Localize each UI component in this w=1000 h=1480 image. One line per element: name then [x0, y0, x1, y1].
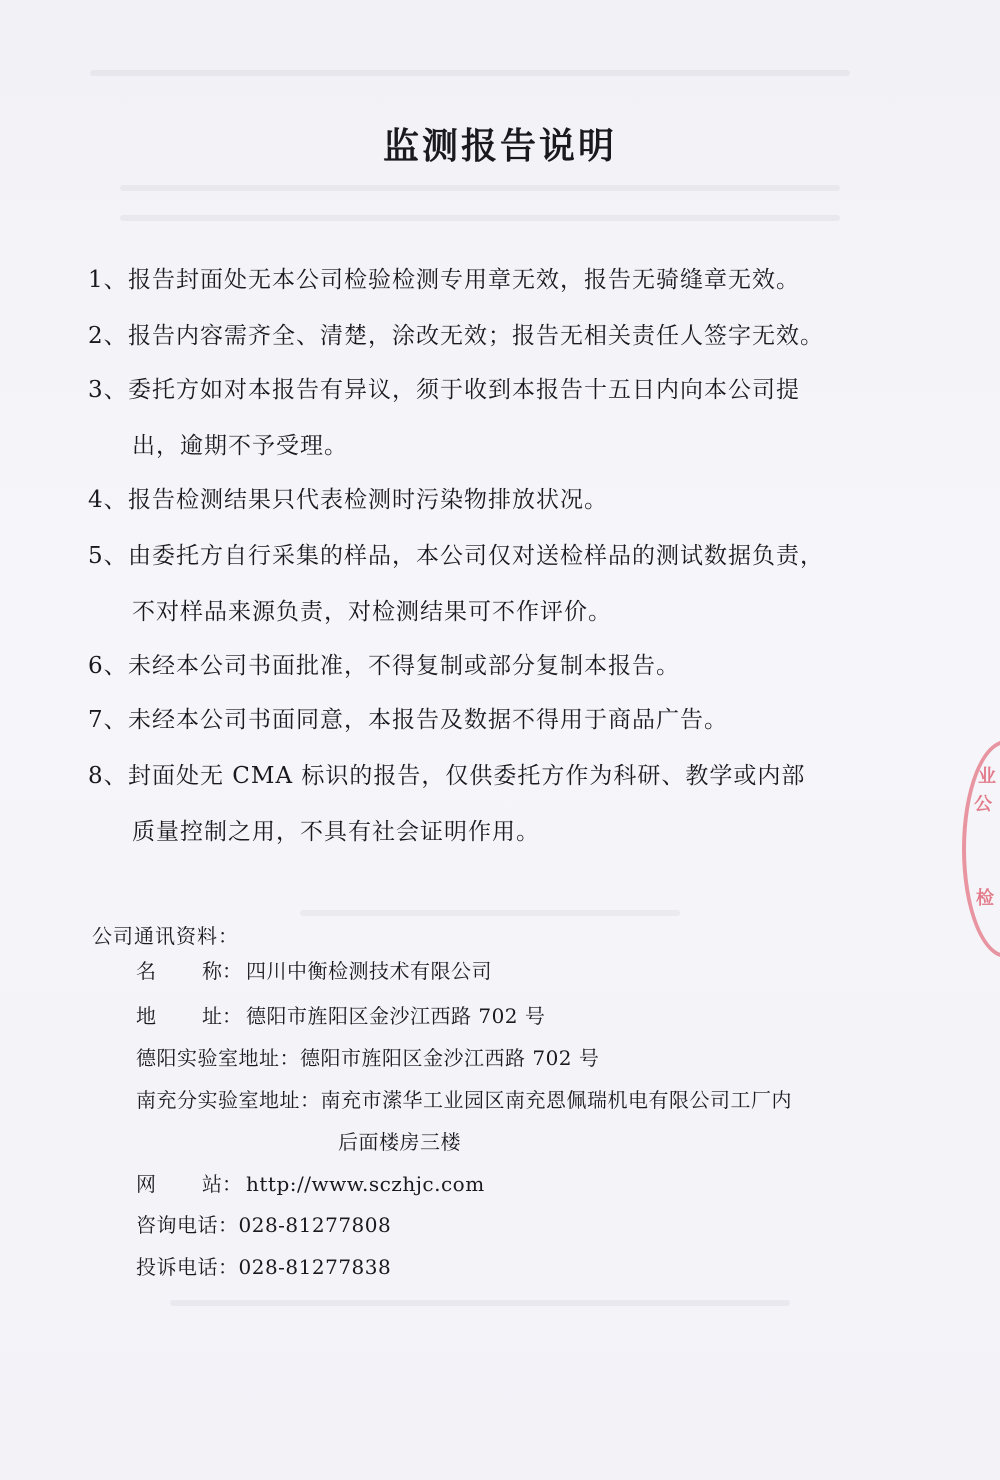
contact-nanchong-lab-row: [136, 1079, 792, 1121]
contact-label: 投诉电话：: [136, 1255, 239, 1279]
bleed-through-line: [90, 70, 850, 76]
contact-label: 地 址：: [136, 1004, 242, 1028]
contact-heading: 公司通讯资料：: [92, 924, 239, 948]
contact-label: 德阳实验室地址：: [136, 1046, 300, 1070]
contact-deyang-lab-row: [136, 1037, 599, 1079]
contact-label: 南充分实验室地址：: [136, 1088, 321, 1112]
bleed-through-line: [300, 910, 680, 916]
item-number: 7、: [88, 707, 128, 733]
notice-item-6: [88, 638, 858, 694]
item-text-continued: 出，逾期不予受理。: [132, 433, 348, 459]
website-link[interactable]: http://www.sczhjc.com: [246, 1172, 485, 1196]
contact-value: 四川中衡检测技术有限公司: [246, 959, 492, 983]
item-text-continued: 不对样品来源负责，对检测结果可不作评价。: [132, 599, 612, 625]
contact-value: 德阳市旌阳区金沙江西路 702 号: [300, 1046, 600, 1070]
notice-item-1: [88, 252, 858, 308]
contact-website-row: [136, 1163, 485, 1205]
item-number: 6、: [88, 653, 128, 679]
contact-consult-phone-row: [136, 1204, 391, 1246]
item-text: 报告内容需齐全、清楚，涂改无效；报告无相关责任人签字无效。: [128, 323, 824, 349]
item-text: 委托方如对本报告有异议，须于收到本报告十五日内向本公司提: [128, 377, 800, 403]
notice-item-2: [88, 308, 858, 364]
contact-value: 德阳市旌阳区金沙江西路 702 号: [246, 1004, 546, 1028]
item-text: 封面处无 CMA 标识的报告，仅供委托方作为科研、教学或内部: [128, 763, 806, 789]
contact-nanchong-lab-row-continued: [338, 1121, 461, 1163]
contact-value: 028-81277808: [238, 1213, 392, 1237]
item-number: 2、: [88, 323, 128, 349]
item-number: 8、: [88, 763, 128, 789]
contact-name-row: [136, 950, 492, 992]
notice-item-4: [88, 472, 858, 528]
item-text: 报告封面处无本公司检验检测专用章无效，报告无骑缝章无效。: [128, 267, 800, 293]
contact-value: 028-81277838: [238, 1255, 392, 1279]
contact-label: 名 称：: [136, 959, 242, 983]
notice-item-5: [88, 528, 858, 640]
item-number: 1、: [88, 267, 128, 293]
contact-value: 南充市潆华工业园区南充恩佩瑞机电有限公司工厂内: [320, 1088, 792, 1112]
item-number: 5、: [88, 543, 128, 569]
item-text: 报告检测结果只代表检测时污染物排放状况。: [128, 487, 608, 513]
item-number: 4、: [88, 487, 128, 513]
item-text: 未经本公司书面批准，不得复制或部分复制本报告。: [128, 653, 680, 679]
bleed-through-line: [120, 185, 840, 191]
contact-address-row: [136, 995, 545, 1037]
item-number: 3、: [88, 377, 128, 403]
contact-value: 后面楼房三楼: [338, 1130, 461, 1154]
notice-item-8: [88, 748, 858, 860]
red-seal-stamp: 业 公 检: [962, 740, 1000, 958]
contact-label: 咨询电话：: [136, 1213, 239, 1237]
item-text-continued: 质量控制之用，不具有社会证明作用。: [132, 819, 540, 845]
notice-item-3: [88, 362, 858, 474]
contact-label: 网 站：: [136, 1172, 242, 1196]
contact-complaint-phone-row: [136, 1246, 391, 1288]
page-title: 监测报告说明: [382, 126, 617, 167]
item-text: 未经本公司书面同意，本报告及数据不得用于商品广告。: [128, 707, 728, 733]
item-text: 由委托方自行采集的样品，本公司仅对送检样品的测试数据负责，: [128, 543, 824, 569]
bleed-through-line: [170, 1300, 790, 1306]
bleed-through-line: [120, 215, 840, 221]
notice-item-7: [88, 692, 858, 748]
